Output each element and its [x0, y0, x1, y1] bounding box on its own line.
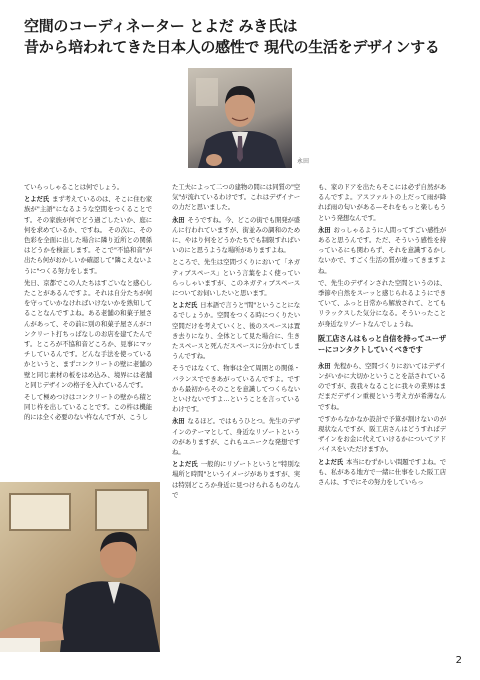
paragraph: ですからなかなか設計で予算が割けないのが現状なんですが、阪工店さんはどうすればデザインをお金に代えていけるかについてアドバイスをいただけますか。 — [318, 414, 446, 454]
paragraph: で、先生のデザインされた空間というのは、季節や自然をスーッと感じられるようにできていて、ふっと日常から解放されて、とてもリラックスした気分になる。そういったことが身近なリゾートなんでしょうね。 — [318, 278, 446, 328]
paragraph-text: おっしゃるように人間ってすごい感性があると思うんです。ただ、そういう感性を持っているにも関わらず、それを意識するかしないかで、すごく生活の質が違ってきますよね。 — [318, 225, 446, 275]
article-column-1 — [24, 182, 152, 498]
speaker-label: 永田 — [318, 225, 331, 234]
title-line-2: 昔から培われてきた日本人の感性で 現代の生活をデザインする — [24, 38, 440, 56]
speaker-label: 永田 — [172, 417, 185, 426]
paragraph: そして極めつけはコンクリートの壁から積と同じ杵を出していることです。この杵は機能的には全く必要のない杵なんですが、こうし — [24, 393, 152, 422]
paragraph — [24, 194, 152, 276]
paragraph — [318, 457, 446, 488]
photo-caption: 永田 — [297, 158, 310, 165]
article-column-3 — [318, 182, 446, 648]
section-heading: 阪工店さんはもっと自信を持ってユーザーにコンタクトしていくべきです — [318, 333, 446, 354]
page-number: 2 — [455, 655, 462, 666]
paragraph-text: そうですね。今、どこの街でも開発が盛んに行われていますが、街並みの調和のために、やはり何をどうかたちでも制限すればいいのにと思うような場所がありますよね。 — [172, 215, 300, 255]
paragraph: そうではなくて、物事は全て周囲との関係・バランスでできあがっているんですよ。ですから最初からそのことを意識してつくらないといけないですよ…ということを言っているわけです。 — [172, 364, 300, 414]
article-title — [24, 16, 464, 58]
interview-photo — [0, 482, 160, 652]
paragraph-text: なるほど。ではもうひとつ。先生のデザインのテーマとして、身近なリゾートというのがありますが、これもユニークな発想ですね。 — [172, 417, 300, 457]
speaker-label: とよだ氏 — [24, 195, 50, 204]
paragraph — [172, 416, 300, 457]
speaker-label: 永田 — [172, 215, 185, 224]
paragraph: ところで、先生は空間づくりにおいて「ネガティブスペース」という言葉をよく使っていらっしゃいますが、このネガティブスペースについてお伺いしたいと思います。 — [172, 258, 300, 298]
portrait-photo — [188, 68, 292, 168]
speaker-label: とよだ氏 — [172, 460, 198, 469]
interview-illustration — [0, 482, 160, 652]
article-column-2 — [172, 182, 300, 648]
paragraph — [172, 215, 300, 256]
title-line-1: 空間のコーディネーター とよだ みき氏は — [24, 17, 298, 35]
paragraph-text: 日本語で言うと"間"ということになるでしょうか。空間をつくる時につくりたい空間だけを考えていくと、後のスペースは置き去りになり、全体として見た場合に、生きたスペースと死んだスペースに分かれてしまうんですね。 — [172, 301, 300, 361]
paragraph — [172, 459, 300, 500]
speaker-label: とよだ氏 — [318, 457, 344, 466]
paragraph: 先日、京都でこの人たちはすごいなと感心したことがあるんですよ。それは自分たちが何を守っていかなければいけないかを熟知してることなんですよね。ある老舗の和菓子屋さんがあって、その前に別の和菓子屋さんがコンクリート打ちっぱなしのお店を建てたんです。ところが不協和音どころか、見事にマッチしているんです。どんな手法を使っているかというと、まずコンクリートの壁に老舗の壁と同じ素材の板をはめ込み、境界には老舗と同じデザインの格子を入れているんです。 — [24, 278, 152, 389]
speaker-label: とよだ氏 — [172, 301, 198, 310]
speaker-label: 永田 — [318, 361, 331, 370]
paragraph-text: 一般的にリゾートというと"特別な場所と時間"というイメージがありますが、実は特別どころか身近に見つけられるものなんで — [172, 460, 300, 499]
paragraph-text: 本当にむずかしい問題ですよね。でも、私がある地方で一緒に仕事をした阪工店さんは、すでにその努力をしていらっ — [318, 457, 446, 487]
paragraph — [318, 225, 446, 276]
paragraph: た工夫によって二つの建物の間には同質の"空気"が流れているわけです。これはデザイナーの力だと思いました。 — [172, 183, 300, 212]
paragraph-text: まず考えているのは、そこに住む家族が"主語"になるような空間をつくることです。その家族が何でどう過ごしたいか、庭に何を求めているか、ですね。 その次に、その色彩を全面に出した場合に隣り近所との関係はどうかを検証します。そこで"不協和音"が出たら何がおかしいか確認して"隣こえないように"つくる努力をします。 — [24, 195, 152, 275]
paragraph — [172, 300, 300, 361]
paragraph — [318, 361, 446, 412]
paragraph: ていらっしゃることは何でしょう。 — [24, 183, 124, 191]
paragraph-text: 先程から、空間づくりにおいてはデザインがいかに大切かということを話されているのですが、我我々なることに我々の業界はまだまだデザイン重視という考え方が希薄なんですね。 — [318, 361, 446, 411]
paragraph: も、家のドアを出たらそこには必ず自然があるんですよ。アスファルトの上だって雨が降れば雨の匂いがある—それをもっと楽しもうという発想なんです。 — [318, 183, 446, 222]
portrait-illustration — [188, 68, 292, 168]
